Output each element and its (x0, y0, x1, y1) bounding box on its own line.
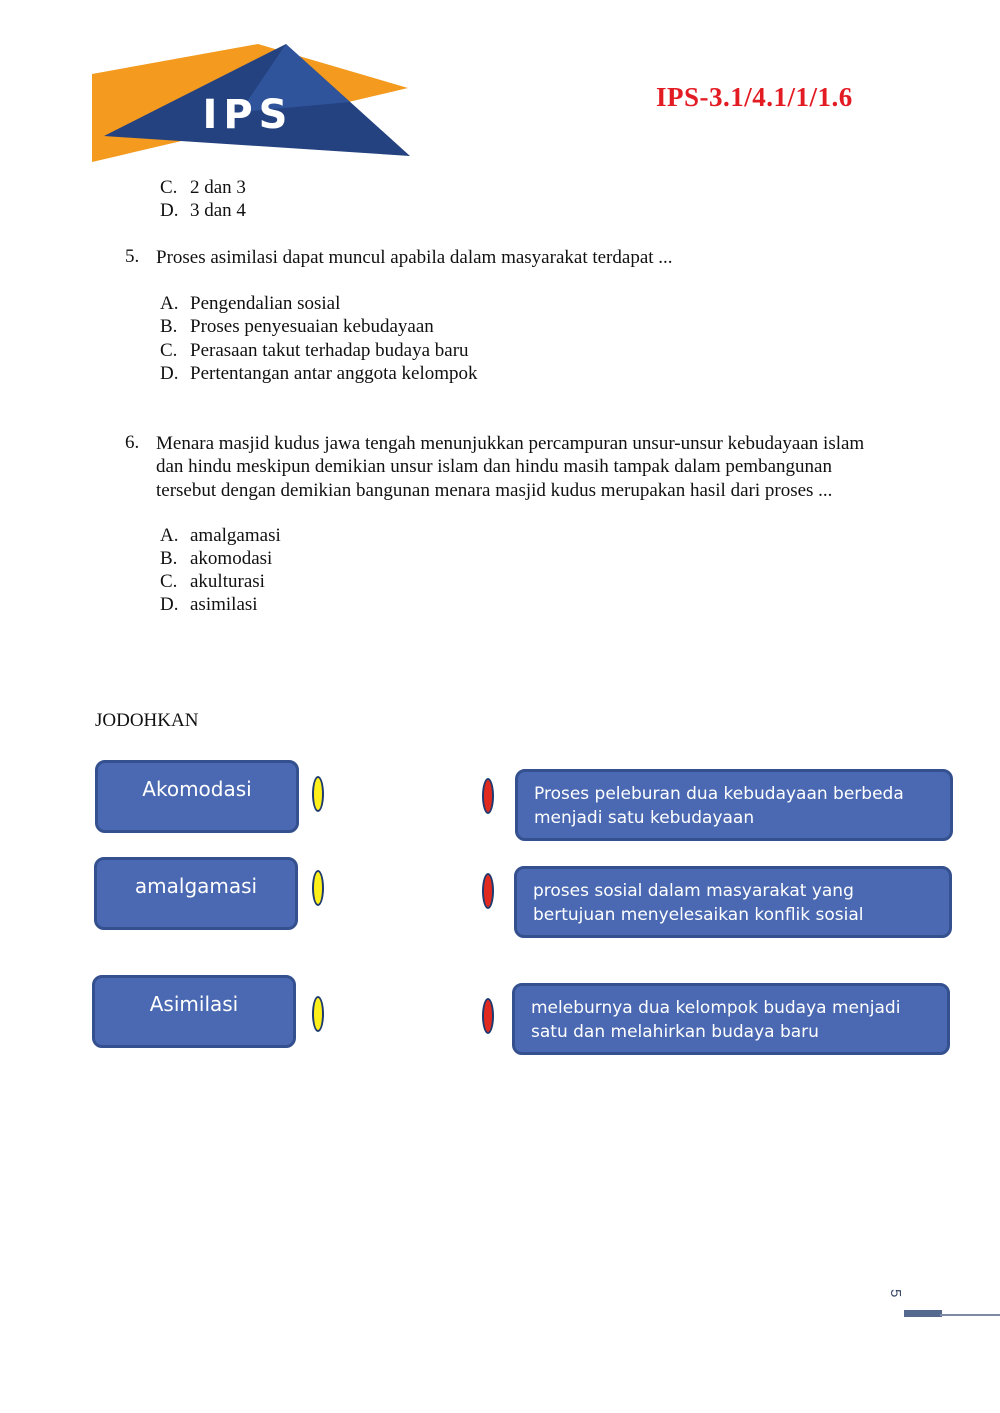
right-connector-dot[interactable] (482, 778, 494, 814)
q5-option-b: B. Proses penyesuaian kebudayaan (160, 316, 434, 337)
right-connector-dot[interactable] (482, 998, 494, 1034)
right-connector-dot[interactable] (482, 873, 494, 909)
q4-option-d: D. 3 dan 4 (160, 200, 246, 221)
left-connector-dot[interactable] (312, 996, 324, 1032)
left-connector-dot[interactable] (312, 776, 324, 812)
q6-number: 6. (125, 432, 140, 453)
match-left-akomodasi[interactable]: Akomodasi (95, 760, 299, 833)
matching-heading: JODOHKAN (95, 710, 199, 731)
match-left-asimilasi[interactable]: Asimilasi (92, 975, 296, 1048)
q5-option-a: A. Pengendalian sosial (160, 293, 341, 314)
q6-option-d: D. asimilasi (160, 594, 258, 615)
q5-option-d: D. Pertentangan antar anggota kelompok (160, 363, 478, 384)
footer-line (940, 1314, 1000, 1316)
match-right-definition-3[interactable]: meleburnya dua kelompok budaya menjadi satu dan melahirkan budaya baru (512, 983, 950, 1055)
document-code: IPS-3.1/4.1/1/1.6 (656, 82, 853, 112)
q5-option-c: C. Perasaan takut terhadap budaya baru (160, 340, 469, 361)
logo-text: IPS (202, 92, 294, 138)
match-right-definition-1[interactable]: Proses peleburan dua kebudayaan berbeda menjadi satu kebudayaan (515, 769, 953, 841)
q4-option-c: C. 2 dan 3 (160, 177, 246, 198)
q6-text: Menara masjid kudus jawa tengah menunjukkan percampuran unsur-unsur kebudayaan islam dan hindu meskipun demikian unsur islam dan hindu masih tampak dalam pembangunan tersebut dengan demikian bangunan menara masjid kudus merupakan hasil dari proses ... (156, 433, 865, 501)
footer-bar (904, 1310, 942, 1317)
ips-logo (90, 42, 412, 164)
q6-option-a: A. amalgamasi (160, 525, 281, 546)
page-number: 5 (887, 1289, 904, 1298)
q5-number: 5. (125, 246, 140, 267)
q6-option-b: B. akomodasi (160, 548, 273, 569)
q6-option-c: C. akulturasi (160, 571, 265, 592)
match-right-definition-2[interactable]: proses sosial dalam masyarakat yang bertujuan menyelesaikan konflik sosial (514, 866, 952, 938)
q5-text: Proses asimilasi dapat muncul apabila dalam masyarakat terdapat ... (156, 247, 673, 268)
match-left-amalgamasi[interactable]: amalgamasi (94, 857, 298, 930)
left-connector-dot[interactable] (312, 870, 324, 906)
